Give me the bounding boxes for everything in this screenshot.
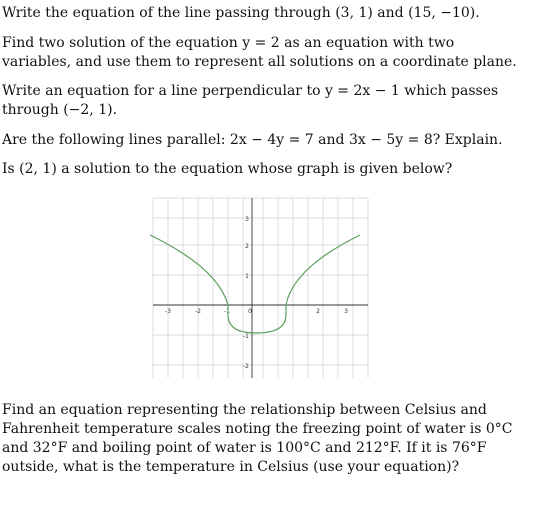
question-5: Is (2, 1) a solution to the equation whose graph is given below? — [2, 161, 453, 177]
x-tick-label: 3 — [344, 308, 348, 315]
question-2: Find two solution of the equation y = 2 as an equation with two variables, and use them to represent all solutions on a coordinate plane. — [2, 35, 517, 70]
x-tick-label: -1 — [224, 308, 230, 315]
graph-curve — [150, 235, 360, 333]
x-tick-label: -2 — [195, 308, 201, 315]
x-tick-label: -3 — [165, 308, 171, 315]
question-4: Are the following lines parallel: 2x − 4y = 7 and 3x − 5y = 8? Explain. — [2, 132, 503, 148]
axes — [153, 198, 368, 378]
question-3: Write an equation for a line perpendicular to y = 2x − 1 which passes through (−2, 1). — [2, 83, 499, 118]
y-tick-label: 3 — [245, 216, 249, 223]
question-6: Find an equation representing the relationship between Celsius and Fahrenheit temperature scales noting the freezing point of water is 0°C and 32°F and boiling point of water is 100°C and 212°F. If it is 76°F outside, what is the temperature in Celsius (use your equation)? — [2, 402, 513, 475]
curve-left-branch — [150, 235, 228, 305]
grid-lines — [153, 198, 368, 378]
y-tick-label: 1 — [245, 273, 249, 280]
axis-tick-labels — [165, 216, 348, 370]
x-tick-label: 0 — [248, 308, 252, 315]
y-tick-label: -1 — [243, 333, 249, 340]
x-tick-label: 2 — [316, 308, 320, 315]
y-tick-label: 2 — [245, 243, 249, 250]
y-tick-label: -2 — [243, 363, 249, 370]
coordinate-graph — [148, 193, 378, 388]
curve-bottom-cup — [228, 315, 286, 333]
question-1: Write the equation of the line passing through (3, 1) and (15, −10). — [2, 5, 480, 21]
